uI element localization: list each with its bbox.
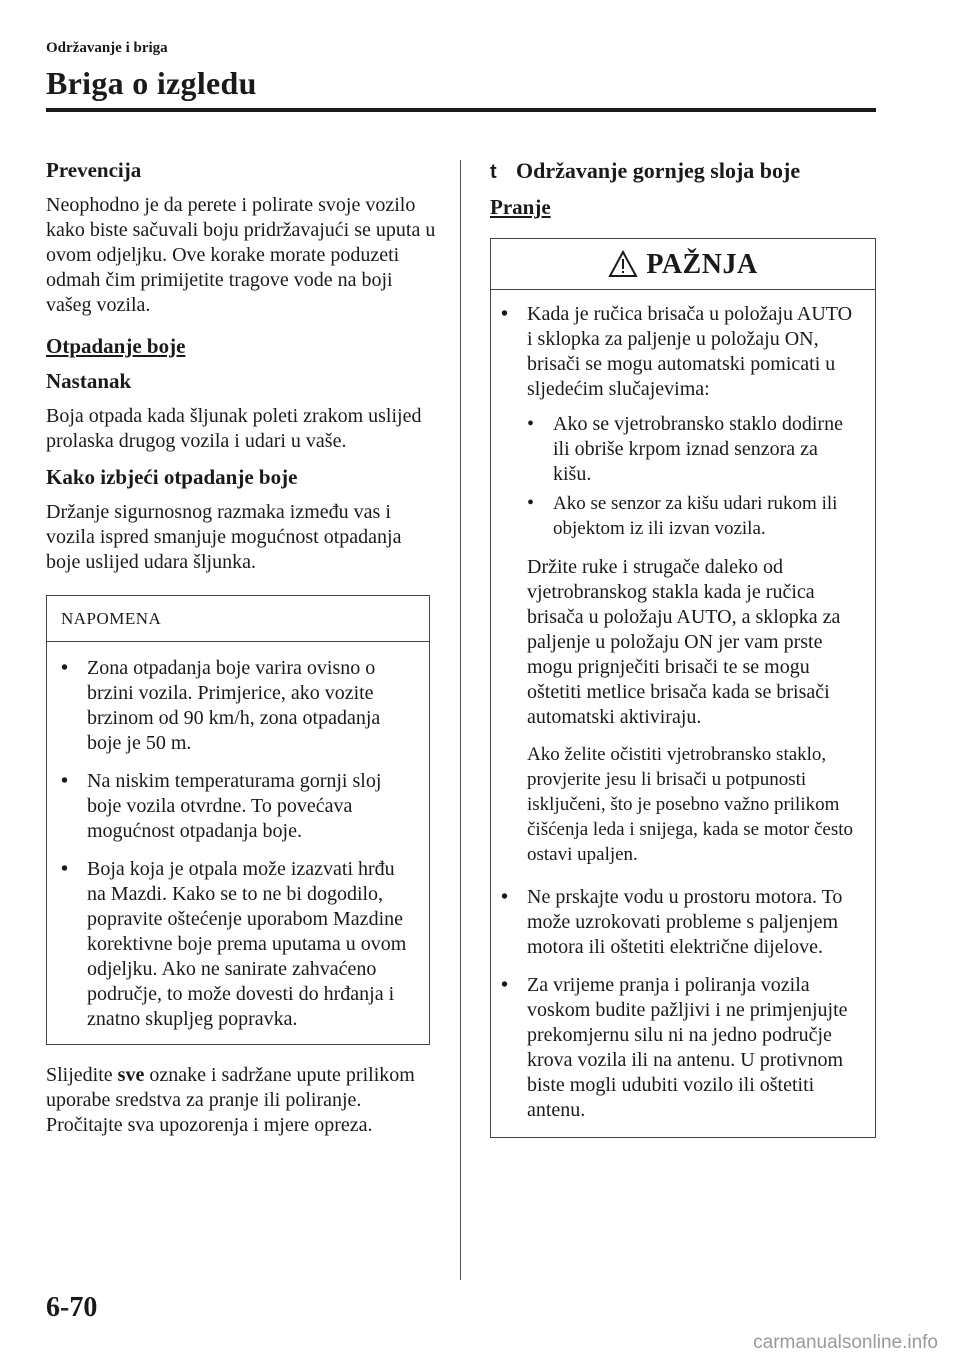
list-item (527, 491, 861, 541)
caution-item-1 (527, 302, 861, 879)
note-item-text: Zona otpadanja boje varira ovisno o brzini vozila. Primjerice, ako vozite brzinom od 90 km/h, zona otpadanja boje je 50 m. (87, 657, 381, 754)
section-heading (490, 158, 876, 185)
note-item-text: Boja koja je otpala može izazvati hrđu na Mazdi. Kako se to ne bi dogodilo, popravite oštećenje uporabom Mazdine korektivne boje prema uputama u ovom odjeljku. Ako ne sanirate zahvaćeno područje, to može dovesti do hrđanja i znatno skupljeg popravka. (87, 858, 407, 1030)
follow-bold: sve (117, 1064, 145, 1086)
watermark: carmanualsonline.info (753, 1332, 938, 1353)
column-divider (460, 160, 461, 1280)
follow-instructions-text (46, 1063, 436, 1138)
pranje-subheading: Pranje (490, 195, 551, 219)
list-item (501, 973, 861, 1123)
bullet-icon: • (501, 303, 509, 325)
list-item (501, 885, 861, 960)
note-body (47, 642, 429, 1044)
note-item-text: Na niskim temperaturama gornji sloj boje vozila otvrdne. To povećava mogućnost otpadanja boje. (87, 770, 382, 842)
list-item (501, 302, 861, 879)
caution-item-1-para-2: Ako želite očistiti vjetrobransko staklo, provjerite jesu li brisači u potpunosti isključeni, što je posebno važno prilikom čišćenja leda i snijega, kada se motor često ostavi upaljen. (527, 744, 854, 865)
bullet-icon: • (501, 886, 509, 908)
title-rule (46, 108, 876, 112)
bullet-icon: • (501, 974, 509, 996)
caution-title: PAŽNJA (646, 248, 758, 280)
list-item (61, 857, 415, 1032)
bullet-icon: • (61, 858, 69, 880)
right-column (490, 158, 876, 1138)
list-item (61, 656, 415, 756)
note-title: NAPOMENA (47, 596, 429, 642)
nastanak-heading: Nastanak (46, 369, 132, 393)
sub-bullet-icon: • (527, 492, 535, 514)
page-number: 6-70 (46, 1292, 98, 1323)
prevencija-text: Neophodno je da perete i polirate svoje vozilo kako biste sačuvali boju pridržavajući se uputa u ovom odjeljku. Ove korake morate poduzeti odmah čim primijetite tragove vode na boji vašeg vozila. (46, 194, 436, 316)
section-heading-text: Održavanje gornjeg sloja boje (516, 158, 801, 183)
list-item (527, 412, 861, 487)
bullet-icon: • (61, 657, 69, 679)
follow-pre: Slijedite (46, 1064, 118, 1086)
caution-box (490, 238, 876, 1138)
caution-item-1-text: Kada je ručica brisača u položaju AUTO i sklopka za paljenje u položaju ON, brisači se mogu automatski pomicati u sljedećim slučajevima: (527, 303, 853, 400)
prevencija-heading: Prevencija (46, 158, 142, 182)
otpadanje-heading: Otpadanje boje (46, 334, 186, 358)
warning-triangle-icon (608, 250, 638, 278)
caution-subitems (527, 412, 861, 541)
kako-heading: Kako izbjeći otpadanje boje (46, 465, 298, 489)
caution-item-3: Za vrijeme pranja i poliranja vozila voskom budite pažljivi i ne primjenjujte prekomjernu silu ni na jedno područje krova vozila ili na antenu. U protivnom biste mogli udubiti vozilo ili oštetiti antenu. (527, 974, 848, 1121)
caution-item-2: Ne prskajte vodu u prostoru motora. To može uzrokovati probleme s paljenjem motora ili oštetiti električne dijelove. (527, 886, 843, 958)
caution-header (491, 239, 875, 290)
follow-post: oznake i sadržane upute prilikom uporabe sredstva za pranje ili poliranje. Pročitajte sva upozorenja i mjere opreza. (46, 1064, 415, 1136)
section-label: Održavanje i briga (46, 40, 168, 56)
nastanak-text: Boja otpada kada šljunak poleti zrakom uslijed prolaska drugog vozila i udari u vaše. (46, 405, 422, 452)
section-bullet-icon: t (490, 161, 497, 183)
bullet-icon: • (61, 770, 69, 792)
kako-text: Držanje sigurnosnog razmaka između vas i vozila ispred smanjuje mogućnost otpadanja boje uslijed udara šljunka. (46, 501, 402, 573)
note-box (46, 595, 430, 1045)
sub-bullet-icon: • (527, 413, 535, 435)
left-column (46, 158, 436, 1149)
list-item (61, 769, 415, 844)
caution-subitem-text: Ako se senzor za kišu udari rukom ili objektom iz ili izvan vozila. (553, 493, 838, 539)
caution-body (491, 290, 875, 1137)
caution-subitem-text: Ako se vjetrobransko staklo dodirne ili obriše krpom iznad senzora za kišu. (553, 413, 843, 485)
page-title: Briga o izgledu (46, 65, 257, 101)
caution-item-1-para-1: Držite ruke i strugače daleko od vjetrobranskog stakla kada je ručica brisača u položaju AUTO, a sklopka za paljenje u položaju ON jer vam prste mogu prignječiti brisači te se mogu oštetiti metlice brisača kada se brisači automatski aktiviraju. (527, 556, 841, 728)
